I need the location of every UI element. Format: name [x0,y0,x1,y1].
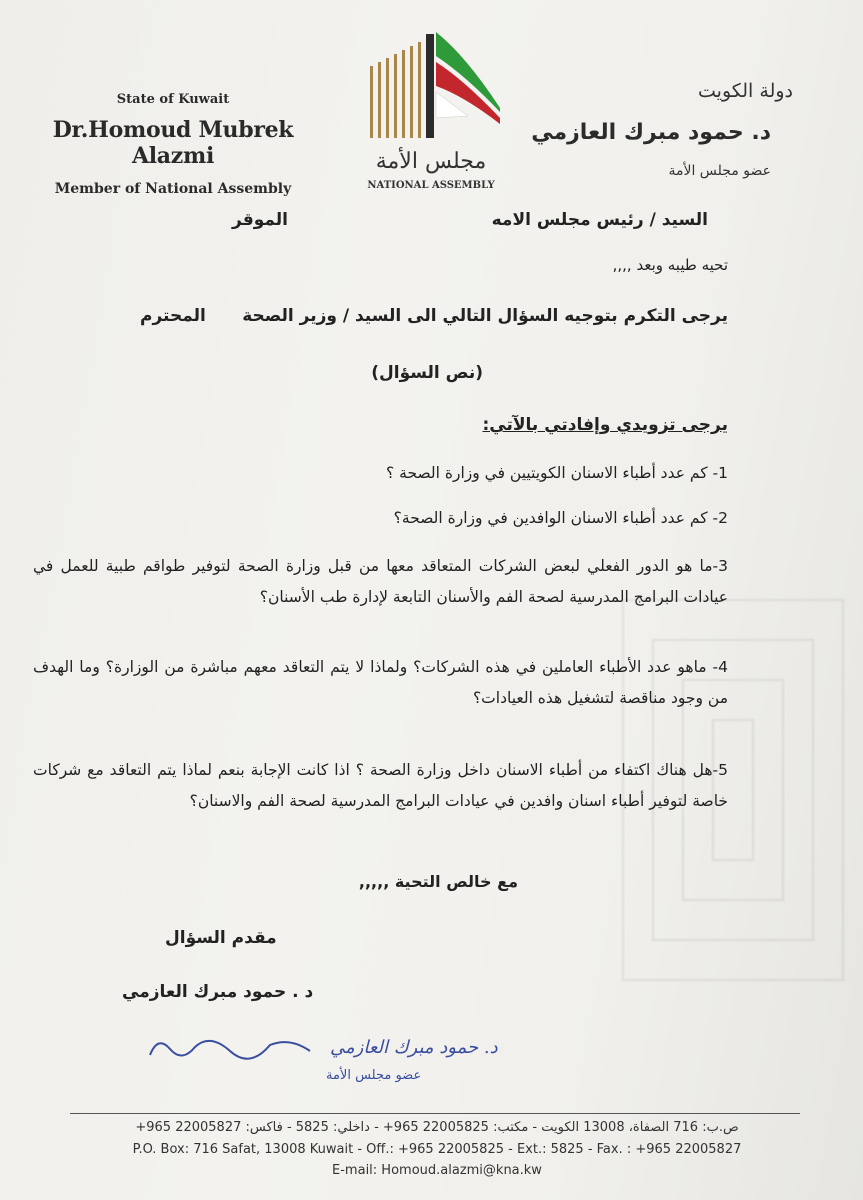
ar-member-title: عضو مجلس الأمة [668,163,771,179]
request-line: يرجى التكرم بتوجيه السؤال التالي الى السيد / وزير الصحة [242,306,728,326]
en-member-name: Dr.Homoud Mubrek Alazmi [52,117,294,169]
submitter-name: د . حمود مبرك العازمي [122,982,314,1002]
ar-member-name: د. حمود مبرك العازمي [531,120,771,145]
addressee-honorific: الموقر [232,210,288,230]
ar-state-label: دولة الكويت [698,80,793,102]
logo-bars-icon [370,32,500,138]
addressee: السيد / رئيس مجلس الامه [491,210,708,230]
greeting: تحيه طيبه وبعد ,,,, [612,256,728,274]
english-letterhead [28,92,318,197]
question-2: 2- كم عدد أطباء الاسنان الوافدين في وزارة الصحة؟ [393,509,728,527]
footer-divider [70,1113,800,1114]
question-3: 3-ما هو الدور الفعلي لبعض الشركات المتعاقد معها من قبل وزارة الصحة لتوفير طواقم طبية للعمل في عيادات البرامج المدرسية لصحة الفم والأسنان التابعة لإدارة طب الأسنان؟ [33,557,728,606]
signature-scribble-icon [150,1041,310,1059]
question-intro: يرجى تزويدي وإفادتي بالآتي: [482,415,728,435]
national-assembly-logo [356,26,506,196]
closing: مع خالص التحية ,,,,, [358,872,518,891]
stamp-title: عضو مجلس الأمة [326,1068,422,1083]
request-honorific: المحترم [140,306,206,326]
logo-caption: NATIONAL ASSEMBLY [367,180,495,191]
submitter-label: مقدم السؤال [165,928,277,948]
stamp-name: د. حمود مبرك العازمي [330,1037,498,1058]
footer-english-address: P.O. Box: 716 Safat, 13008 Kuwait - Off.: +965 22005825 - Ext.: 5825 - Fax. : +965 22005827 [132,1142,742,1157]
question-5: 5-هل هناك اكتفاء من أطباء الاسنان داخل وزارة الصحة ؟ اذا كانت الإجابة بنعم لماذا يتم التعاقد مع شركات خاصة لتوفير أطباء اسنان وافدين في عيادات البرامج المدرسية لصحة الفم والاسنان؟ [33,761,728,810]
question-title: (نص السؤال) [371,363,483,383]
footer-email: E-mail: Homoud.alazmi@kna.kw [332,1163,542,1178]
question-1: 1- كم عدد أطباء الاسنان الكويتيين في وزارة الصحة ؟ [385,464,728,482]
footer-arabic-address: ص.ب: 716 الصفاة، 13008 الكويت - مكتب: 22005825 965+ - داخلي: 5825 - فاكس: 22005827 965+ [135,1120,739,1135]
question-4: 4- ماهو عدد الأطباء العاملين في هذه الشركات؟ ولماذا لا يتم التعاقد معهم مباشرة من الوزارة؟ وما الهدف من وجود مناقصة لتشغيل هذه العيادات؟ [33,658,728,707]
en-state-label: State of Kuwait [116,92,230,107]
en-member-title: Member of National Assembly [54,181,292,197]
signature-stamp [140,1025,498,1095]
logo-arabic-text: مجلس الأمة [375,149,487,174]
